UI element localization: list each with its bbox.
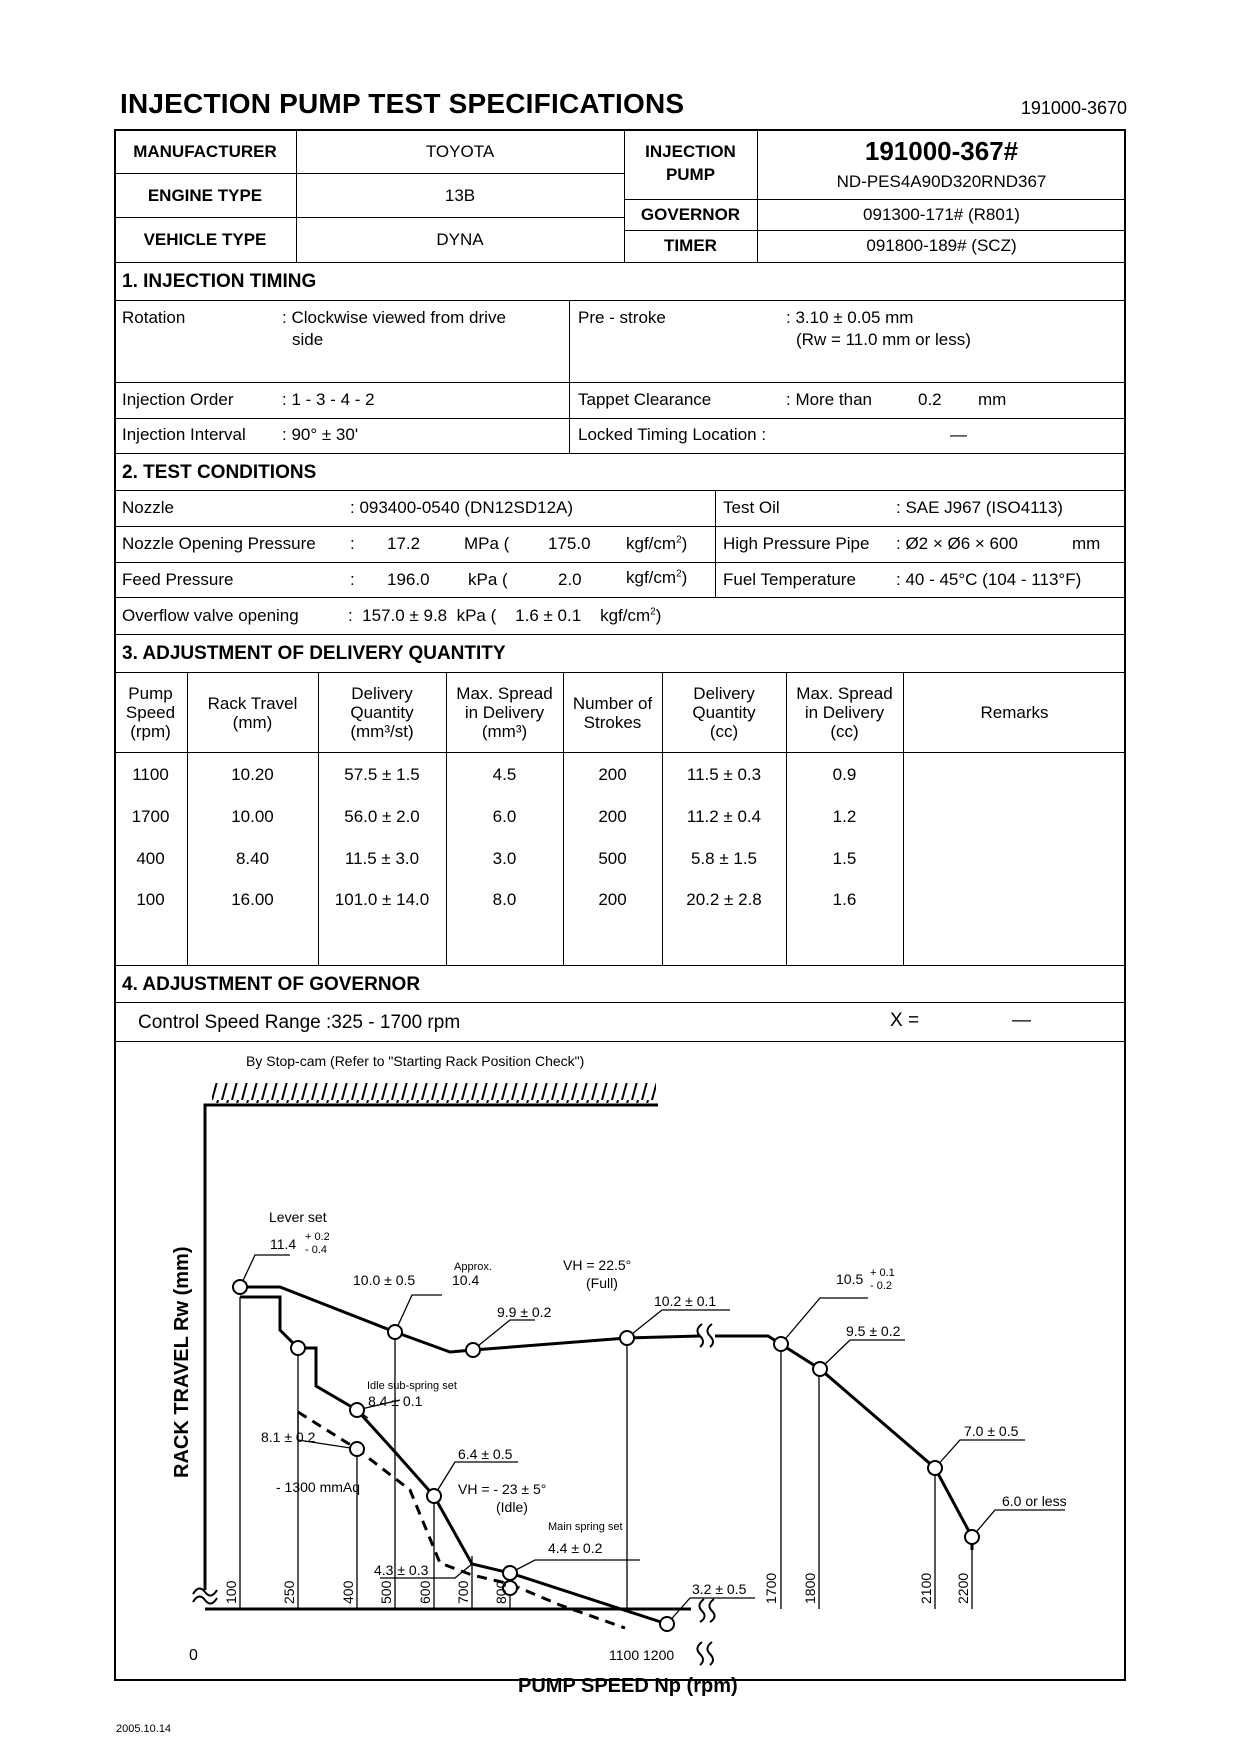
- injection-interval-value: : 90° ± 30': [282, 425, 359, 444]
- table-cell: 3.0: [492, 849, 517, 868]
- test-oil-label: Test Oil: [723, 498, 780, 517]
- overflow-valve-label: Overflow valve opening: [122, 606, 299, 625]
- table-cell: 0.9: [832, 765, 857, 784]
- manufacturer-value: TOYOTA: [425, 142, 495, 161]
- governor-value: 091300-171# (R801): [863, 205, 1020, 224]
- svg-text:2200: 2200: [955, 1572, 971, 1604]
- table-cell: 1.5: [832, 849, 857, 868]
- column-header: Max. Spread: [456, 684, 553, 703]
- manufacturer-label: MANUFACTURER: [133, 142, 277, 161]
- nop-kgf-unit: kgf/$cm^2$): [626, 534, 688, 553]
- test-oil-value: : SAE J967 (ISO4113): [896, 498, 1063, 517]
- overflow-valve-value: : 157.0 ± 9.8 kPa ( 1.6 ± 0.1 kgf/$cm^2$): [348, 606, 662, 625]
- chart-axes: [205, 1105, 691, 1609]
- timer-label: TIMER: [664, 236, 717, 255]
- x-value: —: [1012, 1010, 1031, 1031]
- table-cell: 400: [136, 849, 165, 868]
- table-cell: 5.8 ± 1.5: [690, 849, 758, 868]
- injection-order-value: : 1 - 3 - 4 - 2: [282, 390, 375, 409]
- svg-text:100: 100: [223, 1580, 239, 1604]
- feed-colon: :: [350, 570, 355, 589]
- svg-text:10.0 ± 0.5: 10.0 ± 0.5: [353, 1272, 416, 1288]
- svg-text:400: 400: [340, 1580, 356, 1604]
- prestroke-note: (Rw = 11.0 mm or less): [796, 330, 971, 349]
- column-header: Max. Spread: [796, 684, 893, 703]
- column-header: Rack Travel: [207, 693, 298, 713]
- svg-text:Idle sub-spring set: Idle sub-spring set: [367, 1380, 457, 1392]
- svg-text:- 1300 mmAq: - 1300 mmAq: [276, 1479, 361, 1495]
- speed-reference-lines: [240, 1297, 972, 1609]
- table-cell: 4.5: [492, 765, 517, 784]
- column-header: in Delivery: [464, 703, 545, 722]
- table-cell: 10.20: [231, 765, 274, 784]
- column-header: (cc): [830, 722, 859, 741]
- column-header: Quantity: [350, 703, 414, 722]
- svg-text:11.4: 11.4: [270, 1236, 297, 1252]
- svg-text:8.1 ± 0.2: 8.1 ± 0.2: [261, 1429, 316, 1445]
- locked-timing-value: —: [950, 425, 967, 444]
- column-header: Delivery: [693, 684, 755, 703]
- svg-text:- 0.2: - 0.2: [870, 1280, 893, 1292]
- nozzle-opening-pressure-label: Nozzle Opening Pressure: [122, 534, 316, 553]
- nozzle-label: Nozzle: [122, 498, 174, 517]
- svg-text:7.0 ± 0.5: 7.0 ± 0.5: [964, 1423, 1019, 1439]
- prestroke-label: Pre - stroke: [578, 308, 666, 327]
- svg-text:(Full): (Full): [586, 1275, 618, 1291]
- table-cell: 1700: [131, 807, 170, 826]
- table-cell: 8.40: [235, 849, 270, 868]
- page-title: INJECTION PUMP TEST SPECIFICATIONS: [120, 88, 685, 119]
- tappet-value: 0.2: [918, 390, 942, 409]
- table-cell: 11.5 ± 3.0: [344, 849, 420, 868]
- svg-text:Approx.: Approx.: [454, 1261, 492, 1273]
- table-cell: 11.2 ± 0.4: [686, 807, 762, 826]
- stopcam-hatch: [212, 1083, 656, 1103]
- document-number: 191000-3670: [1020, 98, 1127, 118]
- table-cell: 6.0: [492, 807, 517, 826]
- engine-type-label: ENGINE TYPE: [147, 186, 263, 205]
- origin-label: 0: [189, 1647, 198, 1664]
- svg-text:500: 500: [378, 1580, 394, 1604]
- vehicle-type-label: VEHICLE TYPE: [143, 230, 267, 249]
- table-cell: 57.5 ± 1.5: [344, 765, 420, 784]
- column-header: in Delivery: [804, 703, 885, 722]
- svg-text:1800: 1800: [802, 1572, 818, 1604]
- section-delivery-quantity: 3. ADJUSTMENT OF DELIVERY QUANTITY: [122, 643, 506, 664]
- column-header: (mm³/st): [350, 722, 414, 741]
- svg-text:2100: 2100: [918, 1572, 934, 1604]
- axis-break-x: [699, 1599, 714, 1622]
- fuel-temperature-value: : 40 - 45°C (104 - 113°F): [896, 570, 1082, 589]
- svg-text:6.4 ± 0.5: 6.4 ± 0.5: [458, 1446, 513, 1462]
- column-header: (cc): [709, 722, 739, 741]
- feed-pressure-label: Feed Pressure: [122, 570, 234, 589]
- feed-kgf-unit: kgf/$cm^2$): [626, 568, 688, 587]
- svg-text:6.0 or less: 6.0 or less: [1002, 1493, 1067, 1509]
- svg-text:VH = - 23 ± 5°: VH = - 23 ± 5°: [458, 1481, 547, 1497]
- column-header: Speed: [125, 703, 176, 722]
- svg-text:800: 800: [493, 1580, 509, 1604]
- nop-colon: :: [350, 534, 355, 553]
- svg-text:10.2 ± 0.1: 10.2 ± 0.1: [654, 1293, 717, 1309]
- pump-number: 191000-367#: [864, 136, 1019, 166]
- column-header: Remarks: [980, 703, 1049, 722]
- chart-annotations: [261, 1209, 1067, 1597]
- tappet-prefix: : More than: [786, 390, 872, 409]
- table-cell: 200: [598, 807, 627, 826]
- injection-interval-label: Injection Interval: [122, 425, 246, 444]
- locked-timing-label: Locked Timing Location :: [578, 425, 767, 444]
- pump-model: ND-PES4A90D320RND367: [836, 172, 1047, 191]
- table-cell: 101.0 ± 14.0: [334, 890, 430, 909]
- svg-text:1700: 1700: [763, 1572, 779, 1604]
- column-header: Number of: [572, 693, 653, 713]
- column-header: (mm): [232, 712, 273, 732]
- table-cell: 500: [598, 849, 627, 868]
- svg-text:10.4: 10.4: [452, 1272, 480, 1288]
- nozzle-value: : 093400-0540 (DN12SD12A): [350, 498, 574, 517]
- table-cell: 1100: [132, 765, 169, 784]
- table-cell: 8.0: [492, 890, 517, 909]
- svg-text:Lever set: Lever set: [269, 1209, 327, 1225]
- svg-text:- 0.4: - 0.4: [305, 1244, 328, 1256]
- column-header: Pump: [128, 684, 173, 703]
- y-axis-label: RACK TRAVEL Rw (mm): [171, 1246, 193, 1478]
- governor-label: GOVERNOR: [640, 205, 741, 224]
- feed-kpa-unit: kPa (: [468, 570, 508, 589]
- vehicle-type-value: DYNA: [436, 230, 484, 249]
- high-pressure-pipe-value: : Ø2 × Ø6 × 600: [896, 534, 1018, 553]
- feed-kgf-value: 2.0: [558, 570, 582, 589]
- x-tick-labels: [223, 1573, 971, 1604]
- section-test-conditions: 2. TEST CONDITIONS: [122, 462, 317, 483]
- x-ticks-bottom: 1100 1200: [609, 1647, 675, 1663]
- nop-mpa-unit: MPa (: [464, 534, 510, 553]
- timer-value: 091800-189# (SCZ): [866, 236, 1017, 255]
- prestroke-value: : 3.10 ± 0.05 mm: [786, 308, 914, 327]
- svg-text:VH = 22.5°: VH = 22.5°: [563, 1257, 632, 1273]
- high-pressure-pipe-label: High Pressure Pipe: [723, 534, 870, 553]
- rotation-label: Rotation: [122, 308, 186, 327]
- tappet-unit: mm: [978, 390, 1007, 409]
- svg-text:8.4 ± 0.1: 8.4 ± 0.1: [368, 1393, 423, 1409]
- column-header: Strokes: [583, 712, 642, 732]
- annotation-leaders: [240, 1255, 1065, 1624]
- injection-pump-label: INJECTION: [645, 142, 736, 161]
- rotation-value-2: side: [292, 330, 324, 349]
- table-cell: 56.0 ± 2.0: [344, 807, 420, 826]
- svg-text:+ 0.1: + 0.1: [870, 1267, 895, 1279]
- stopcam-note: By Stop-cam (Refer to "Starting Rack Position Check"): [246, 1053, 585, 1069]
- svg-text:+ 0.2: + 0.2: [305, 1231, 330, 1243]
- svg-text:9.9 ± 0.2: 9.9 ± 0.2: [497, 1304, 552, 1320]
- svg-text:3.2 ± 0.5: 3.2 ± 0.5: [692, 1581, 747, 1597]
- section-governor: 4. ADJUSTMENT OF GOVERNOR: [122, 974, 421, 995]
- svg-text:600: 600: [417, 1580, 433, 1604]
- table-cell: 100: [136, 890, 165, 909]
- svg-text:9.5 ± 0.2: 9.5 ± 0.2: [846, 1323, 901, 1339]
- injection-pump-label-2: PUMP: [665, 165, 716, 184]
- fuel-temperature-label: Fuel Temperature: [723, 570, 856, 589]
- feed-kpa-value: 196.0: [387, 570, 430, 589]
- tappet-clearance-label: Tappet Clearance: [578, 390, 712, 409]
- injection-order-label: Injection Order: [122, 390, 234, 409]
- svg-text:Main spring set: Main spring set: [548, 1521, 623, 1533]
- x-label: X =: [890, 1010, 920, 1031]
- svg-text:700: 700: [455, 1580, 471, 1604]
- nop-kgf-value: 175.0: [548, 534, 591, 553]
- table-cell: 200: [598, 890, 627, 909]
- rotation-value: : Clockwise viewed from drive: [282, 308, 506, 327]
- axis-break-y: [193, 1588, 217, 1603]
- svg-text:4.3 ± 0.3: 4.3 ± 0.3: [374, 1562, 429, 1578]
- engine-type-value: 13B: [444, 186, 476, 205]
- bottom-break: [697, 1642, 713, 1665]
- column-header: Delivery: [351, 684, 413, 703]
- section-injection-timing: 1. INJECTION TIMING: [122, 271, 317, 292]
- table-cell: 200: [598, 765, 627, 784]
- svg-text:10.5: 10.5: [836, 1271, 864, 1287]
- table-cell: 10.00: [231, 807, 274, 826]
- svg-text:4.4 ± 0.2: 4.4 ± 0.2: [548, 1540, 603, 1556]
- table-cell: 16.00: [231, 890, 274, 909]
- x-axis-label: PUMP SPEED Np (rpm): [518, 1675, 738, 1697]
- control-speed-range: Control Speed Range :325 - 1700 rpm: [138, 1012, 461, 1033]
- column-header: (rpm): [130, 722, 171, 741]
- table-cell: 20.2 ± 2.8: [686, 890, 762, 909]
- high-pressure-pipe-unit: mm: [1072, 534, 1101, 553]
- table-cell: 1.2: [832, 807, 857, 826]
- nop-mpa-value: 17.2: [387, 534, 421, 553]
- svg-text:(Idle): (Idle): [496, 1499, 528, 1515]
- column-header: (mm³): [481, 722, 528, 741]
- footer-date: 2005.10.14: [116, 1723, 172, 1735]
- table-cell: 1.6: [832, 890, 857, 909]
- svg-text:250: 250: [281, 1580, 297, 1604]
- column-header: Quantity: [692, 703, 756, 722]
- table-cell: 11.5 ± 0.3: [686, 765, 762, 784]
